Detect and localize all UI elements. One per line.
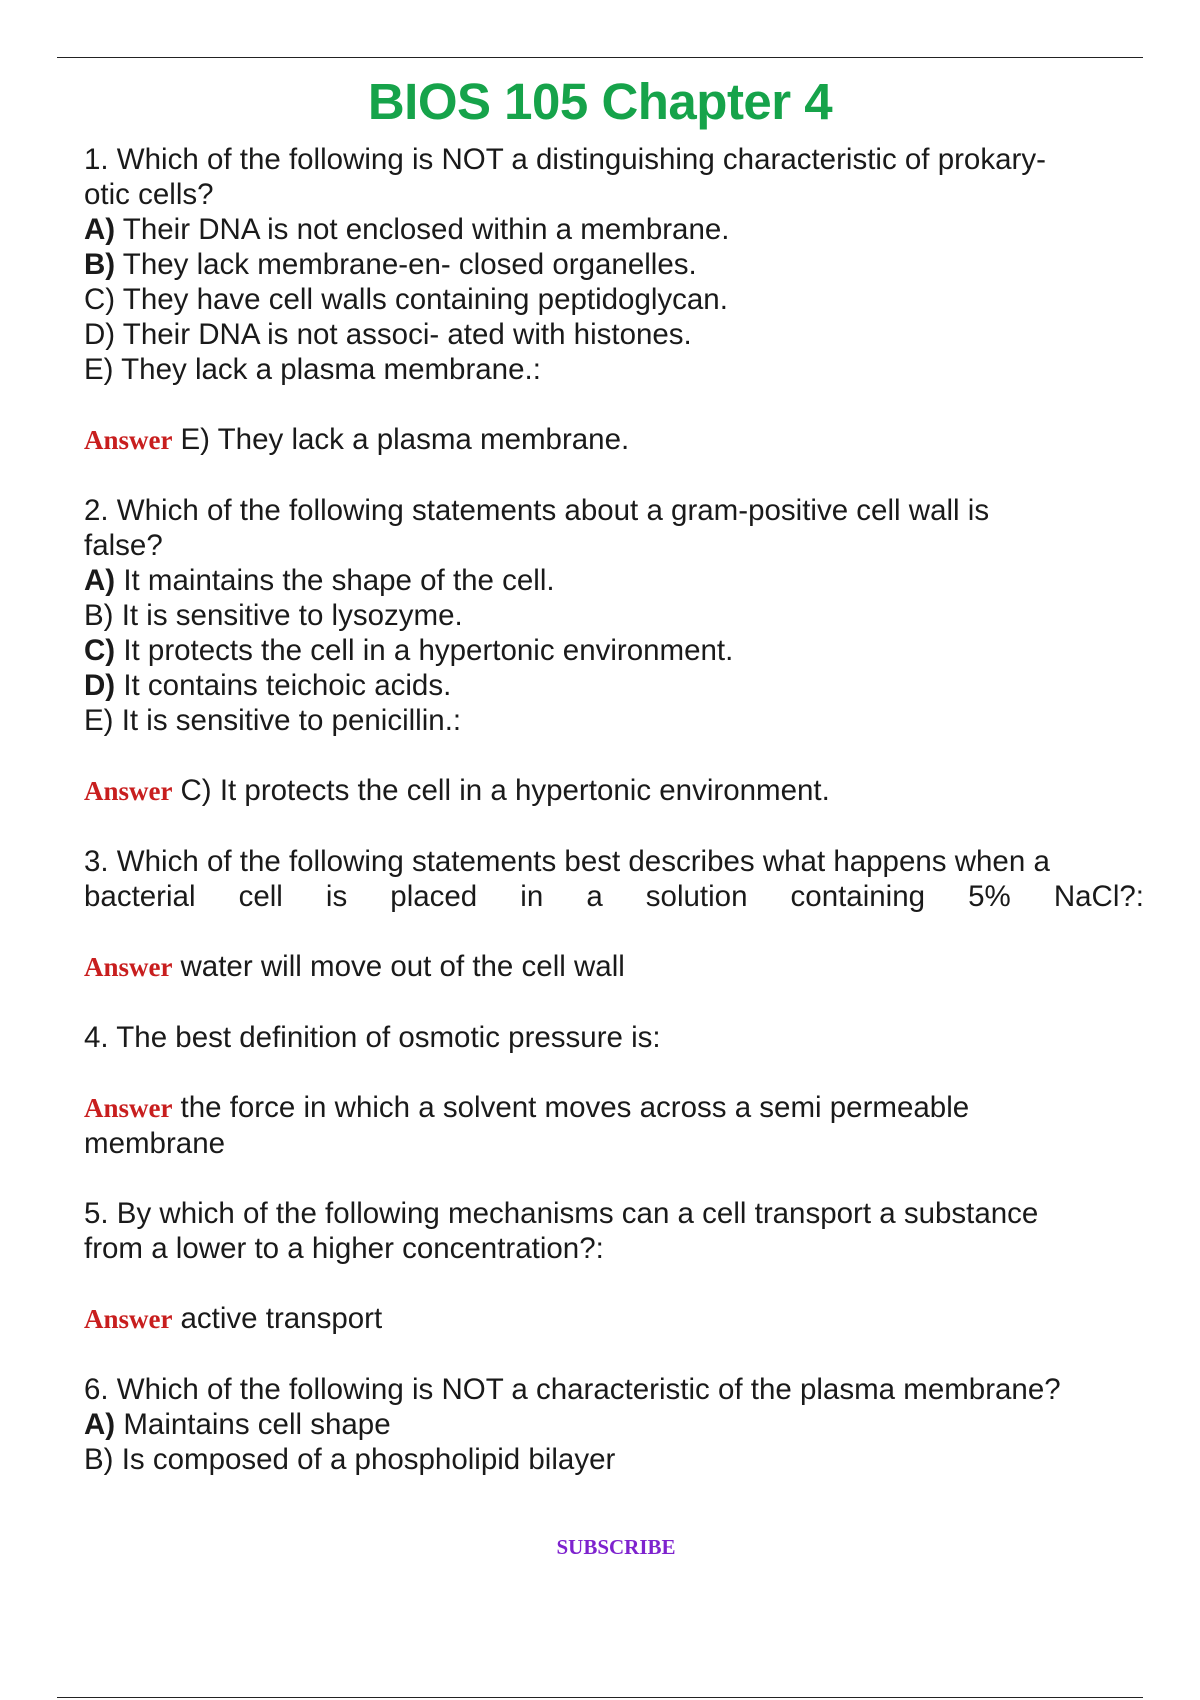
question-1-option-a: A) Their DNA is not enclosed within a membrane. bbox=[84, 213, 730, 246]
subscribe-link[interactable]: SUBSCRIBE bbox=[556, 1535, 676, 1559]
question-4-text-line1: 4. The best definition of osmotic pressure is: bbox=[84, 1021, 661, 1054]
question-2-option-b: B) It is sensitive to lysozyme. bbox=[84, 599, 463, 632]
question-1-option-b: B) They lack membrane-en- closed organelles. bbox=[84, 248, 697, 281]
question-5-text-line2: from a lower to a higher concentration?: bbox=[84, 1232, 604, 1265]
question-3 bbox=[84, 844, 1144, 985]
answer-label: Answer bbox=[84, 952, 173, 982]
question-6 bbox=[84, 1372, 1144, 1477]
question-2 bbox=[84, 493, 1144, 809]
question-1-text-line2: otic cells? bbox=[84, 178, 214, 211]
question-1-option-e: E) They lack a plasma membrane.: bbox=[84, 353, 541, 386]
question-4-answer: Answer the force in which a solvent moves across a semi permeable membrane bbox=[84, 1091, 970, 1160]
question-3-answer: Answer water will move out of the cell wall bbox=[84, 950, 625, 983]
document-body bbox=[84, 142, 1144, 1477]
question-1-option-d: D) Their DNA is not associ- ated with histones. bbox=[84, 318, 692, 351]
answer-label: Answer bbox=[84, 776, 173, 806]
question-2-option-a: A) It maintains the shape of the cell. bbox=[84, 564, 555, 597]
question-1-answer: Answer E) They lack a plasma membrane. bbox=[84, 423, 630, 456]
question-2-option-c: C) It protects the cell in a hypertonic environment. bbox=[84, 634, 734, 667]
answer-label: Answer bbox=[84, 1304, 173, 1334]
question-2-option-d: D) It contains teichoic acids. bbox=[84, 669, 452, 702]
answer-label: Answer bbox=[84, 1093, 173, 1123]
question-3-text-line1: 3. Which of the following statements best describes what happens when a bbox=[84, 845, 1050, 878]
question-6-text-line1: 6. Which of the following is NOT a characteristic of the plasma membrane? bbox=[84, 1373, 1061, 1406]
question-2-text-line1: 2. Which of the following statements about a gram-positive cell wall is bbox=[84, 494, 990, 527]
question-1-option-c: C) They have cell walls containing peptidoglycan. bbox=[84, 283, 728, 316]
question-1-text-line1: 1. Which of the following is NOT a distinguishing characteristic of prokary- bbox=[84, 143, 1046, 176]
top-rule bbox=[57, 57, 1143, 58]
question-5-text-line1: 5. By which of the following mechanisms can a cell transport a substance bbox=[84, 1197, 1039, 1230]
question-3-text-line2: bacterial cell is placed in a solution containing 5% NaCl?: bbox=[84, 880, 1144, 913]
question-2-answer: Answer C) It protects the cell in a hypertonic environment. bbox=[84, 774, 830, 807]
bottom-rule bbox=[57, 1697, 1143, 1698]
question-2-text-line2: false? bbox=[84, 529, 163, 562]
document-title: BIOS 105 Chapter 4 bbox=[367, 73, 833, 130]
question-4 bbox=[84, 1020, 1144, 1161]
answer-label: Answer bbox=[84, 425, 173, 455]
question-2-option-e: E) It is sensitive to penicillin.: bbox=[84, 704, 462, 737]
question-5-answer: Answer active transport bbox=[84, 1302, 383, 1335]
question-5 bbox=[84, 1196, 1144, 1337]
question-6-option-a: A) Maintains cell shape bbox=[84, 1408, 391, 1441]
question-1 bbox=[84, 142, 1144, 458]
question-6-option-b: B) Is composed of a phospholipid bilayer bbox=[84, 1443, 616, 1476]
